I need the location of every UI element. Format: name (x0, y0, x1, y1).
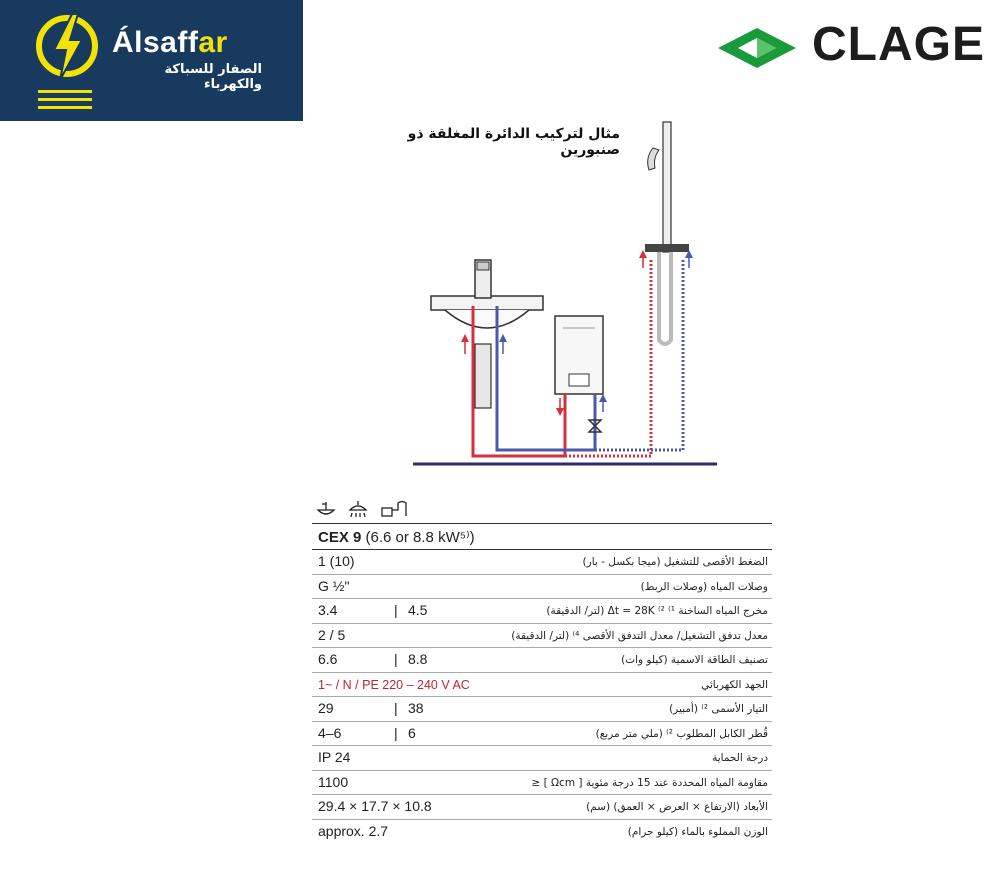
spec-label: الجهد الكهربائي (701, 678, 768, 691)
spec-value: IP 24 (318, 749, 351, 765)
sink-illustration (431, 260, 543, 408)
value-separator: | (394, 724, 398, 741)
spec-row (312, 599, 772, 624)
alsaffar-tagline: الصفار للسباكة والكهرباء (164, 62, 262, 92)
tap-icon (382, 502, 406, 517)
sink-icon (318, 502, 334, 514)
value-separator: | (394, 602, 398, 618)
shower-illustration (645, 122, 689, 344)
logo-stripes (38, 90, 92, 114)
lightning-bolt-icon (32, 10, 102, 82)
spec-label: مخرج المياه الساخنة ¹⁾ ²⁾ Δt = 28K (لتر/ الدقيقة) (546, 605, 768, 617)
shower-icon (350, 501, 366, 517)
spec-value: approx. 2.7 (318, 822, 389, 839)
model-name: CEX 9 (318, 529, 362, 546)
spec-value-2: 6 (408, 724, 416, 741)
spec-value: 1100 (318, 773, 349, 790)
spec-value: 1 (10) (318, 553, 355, 569)
spec-value: 6.6 (318, 651, 338, 667)
alsaffar-logo (0, 0, 303, 121)
alsaffar-name: Álsaffar (112, 26, 228, 59)
spec-label: الوزن المملوء بالماء (كيلو جرام) (627, 825, 768, 838)
spec-row (312, 575, 772, 600)
spec-value-2: 8.8 (408, 651, 428, 667)
spec-label: التيار الأسمى ²⁾ (أمبير) (669, 703, 768, 715)
diagram-title: مثال لتركيب الدائرة المغلقة ذو صنبورين (407, 126, 620, 158)
installation-diagram (405, 118, 725, 478)
spec-table (312, 523, 772, 843)
spec-label: معدل تدفق التشغيل/ معدل التدفق الأقصى ⁴⁾ (لتر/ الدقيقة) (511, 629, 768, 642)
spec-label: درجة الحماية (712, 752, 768, 764)
model-variant: (6.6 or 8.8 kW⁵⁾) (365, 529, 475, 546)
spec-row (312, 771, 772, 796)
spec-value: 3.4 (318, 602, 338, 618)
spec-row (312, 673, 772, 698)
spec-row (312, 820, 772, 844)
spec-value: 4–6 (318, 724, 342, 741)
spec-row (312, 624, 772, 649)
spec-label: مقاومة المياه المحددة عند 15 درجة مئوية [ Ωcm ] ≤ (531, 776, 768, 789)
clage-logo-mark (716, 22, 798, 74)
spec-label: قُطر الكابل المطلوب ²⁾ (ملي متر مربع) (595, 727, 768, 740)
spec-value: 29 (318, 700, 334, 716)
spec-value-2: 38 (408, 700, 424, 716)
clage-wordmark: CLAGE (812, 18, 985, 71)
spec-row (312, 648, 772, 673)
spec-row (312, 722, 772, 747)
value-separator: | (394, 700, 398, 716)
spec-value: 1~ / N / PE 220 – 240 V AC (318, 677, 470, 692)
spec-row (312, 746, 772, 771)
spec-label: الضغط الأقصى للتشغيل (ميجا بكسل - بار) (582, 556, 768, 568)
spec-label: تصنيف الطاقة الاسمية (كيلو وات) (621, 654, 768, 666)
spec-label: الأبعاد (الارتفاع × العرض × العمق) (سم) (586, 801, 768, 813)
spec-table-header (312, 523, 772, 550)
spec-value: 29.4 × 17.7 × 10.8 (318, 798, 432, 814)
application-icons (316, 500, 416, 520)
spec-row (312, 795, 772, 820)
spec-row (312, 550, 772, 575)
spec-value: G ½" (318, 577, 350, 594)
spec-row (312, 697, 772, 722)
spec-value: 2 / 5 (318, 626, 346, 643)
water-heater-illustration (555, 316, 603, 394)
value-separator: | (394, 651, 398, 667)
spec-label: وصلات المياه (وصلات الربط) (640, 580, 768, 593)
spec-value-2: 4.5 (408, 602, 428, 618)
